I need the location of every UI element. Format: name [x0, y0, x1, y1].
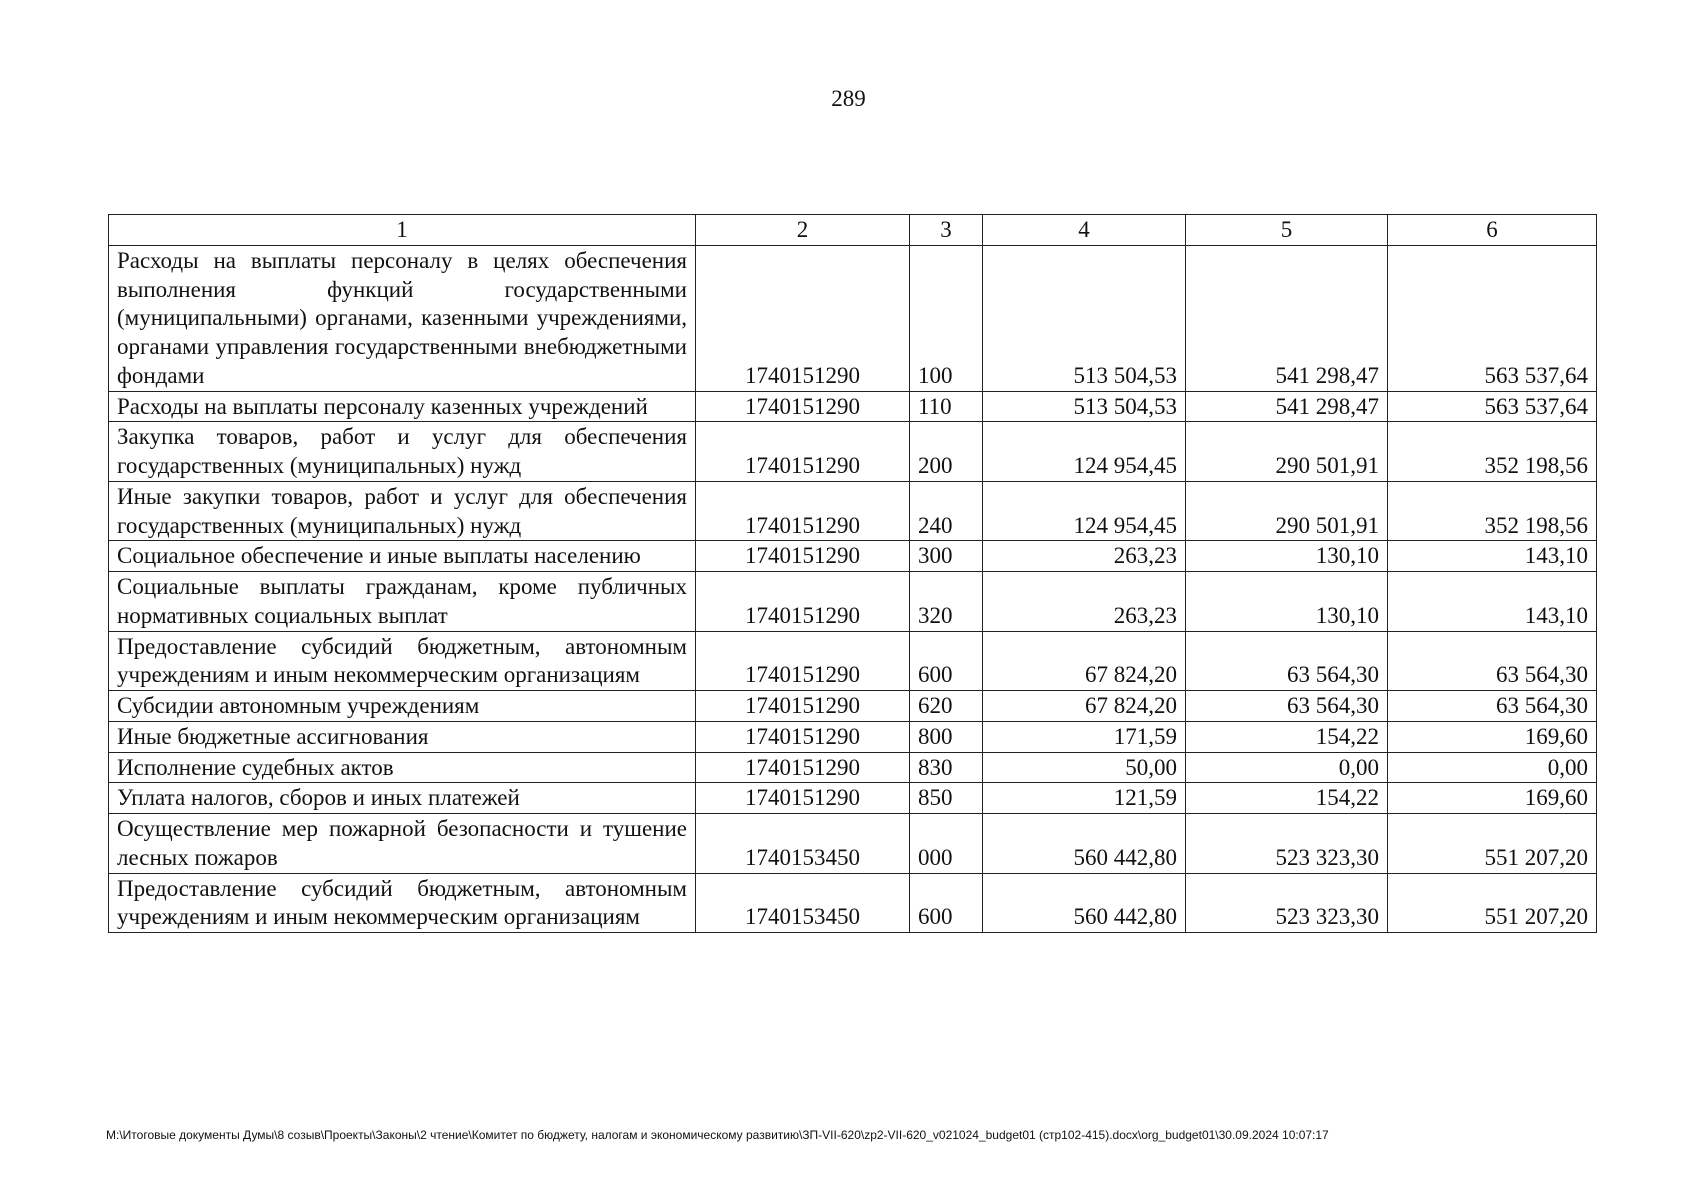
cell-code: 1740151290 — [696, 481, 910, 541]
cell-value-5: 154,22 — [1186, 721, 1388, 752]
cell-value-4: 513 504,53 — [983, 391, 1186, 422]
cell-code: 1740151290 — [696, 631, 910, 691]
cell-value-5: 290 501,91 — [1186, 422, 1388, 482]
cell-code: 1740151290 — [696, 572, 910, 632]
column-header: 4 — [983, 215, 1186, 246]
table-row — [109, 245, 1597, 391]
cell-value-6: 0,00 — [1388, 752, 1597, 783]
cell-code: 1740151290 — [696, 391, 910, 422]
cell-code: 1740151290 — [696, 541, 910, 572]
table-row — [109, 691, 1597, 722]
cell-value-4: 560 442,80 — [983, 814, 1186, 874]
cell-value-4: 124 954,45 — [983, 481, 1186, 541]
cell-value-5: 290 501,91 — [1186, 481, 1388, 541]
column-header: 1 — [109, 215, 696, 246]
cell-name: Социальные выплаты гражданам, кроме публичных нормативных социальных выплат — [109, 572, 696, 632]
column-header: 6 — [1388, 215, 1597, 246]
cell-value-4: 513 504,53 — [983, 245, 1186, 391]
table-row — [109, 481, 1597, 541]
cell-value-6: 63 564,30 — [1388, 691, 1597, 722]
cell-value-6: 563 537,64 — [1388, 391, 1597, 422]
cell-value-5: 154,22 — [1186, 783, 1388, 814]
cell-type: 620 — [910, 691, 983, 722]
cell-type: 300 — [910, 541, 983, 572]
cell-type: 320 — [910, 572, 983, 632]
table-row — [109, 391, 1597, 422]
cell-type: 800 — [910, 721, 983, 752]
cell-name: Иные закупки товаров, работ и услуг для обеспечения государственных (муниципальных) нужд — [109, 481, 696, 541]
cell-value-6: 551 207,20 — [1388, 873, 1597, 933]
cell-type: 600 — [910, 873, 983, 933]
cell-value-4: 121,59 — [983, 783, 1186, 814]
cell-value-5: 541 298,47 — [1186, 245, 1388, 391]
cell-value-5: 0,00 — [1186, 752, 1388, 783]
table-row — [109, 814, 1597, 874]
cell-code: 1740151290 — [696, 721, 910, 752]
cell-type: 000 — [910, 814, 983, 874]
cell-type: 110 — [910, 391, 983, 422]
cell-code: 1740151290 — [696, 752, 910, 783]
cell-code: 1740153450 — [696, 814, 910, 874]
cell-name: Уплата налогов, сборов и иных платежей — [109, 783, 696, 814]
cell-code: 1740151290 — [696, 245, 910, 391]
cell-type: 200 — [910, 422, 983, 482]
cell-code: 1740151290 — [696, 691, 910, 722]
cell-value-4: 67 824,20 — [983, 631, 1186, 691]
cell-value-4: 263,23 — [983, 541, 1186, 572]
footer-file-path: M:\Итоговые документы Думы\8 созыв\Проекты\Законы\2 чтение\Комитет по бюджету, налогам и экономическому развитию\ЗП-VII-620\zp2-VII-620_v021024_budget01 (стр102-415).docx\org_budget01\30.09.2024 10:07:17 — [106, 1128, 1329, 1142]
cell-value-5: 63 564,30 — [1186, 631, 1388, 691]
cell-type: 100 — [910, 245, 983, 391]
budget-table — [108, 214, 1597, 933]
cell-name: Расходы на выплаты персоналу казенных учреждений — [109, 391, 696, 422]
cell-value-4: 263,23 — [983, 572, 1186, 632]
column-header: 5 — [1186, 215, 1388, 246]
cell-value-4: 67 824,20 — [983, 691, 1186, 722]
cell-value-4: 171,59 — [983, 721, 1186, 752]
cell-name: Расходы на выплаты персоналу в целях обеспечения выполнения функций государственными (муниципальными) органами, казенными учреждениями, органами управления государственными внебюджетными фондами — [109, 245, 696, 391]
cell-type: 240 — [910, 481, 983, 541]
cell-type: 850 — [910, 783, 983, 814]
column-header: 3 — [910, 215, 983, 246]
table-row — [109, 422, 1597, 482]
cell-value-5: 130,10 — [1186, 541, 1388, 572]
cell-value-4: 50,00 — [983, 752, 1186, 783]
cell-name: Субсидии автономным учреждениям — [109, 691, 696, 722]
table-row — [109, 721, 1597, 752]
cell-value-6: 551 207,20 — [1388, 814, 1597, 874]
cell-value-6: 169,60 — [1388, 721, 1597, 752]
cell-value-5: 523 323,30 — [1186, 814, 1388, 874]
cell-name: Предоставление субсидий бюджетным, автономным учреждениям и иным некоммерческим организациям — [109, 873, 696, 933]
cell-value-6: 563 537,64 — [1388, 245, 1597, 391]
table-row — [109, 572, 1597, 632]
cell-code: 1740151290 — [696, 783, 910, 814]
cell-value-6: 352 198,56 — [1388, 422, 1597, 482]
table-row — [109, 631, 1597, 691]
cell-name: Иные бюджетные ассигнования — [109, 721, 696, 752]
cell-code: 1740153450 — [696, 873, 910, 933]
cell-value-5: 130,10 — [1186, 572, 1388, 632]
cell-type: 600 — [910, 631, 983, 691]
cell-value-6: 63 564,30 — [1388, 631, 1597, 691]
cell-name: Предоставление субсидий бюджетным, автономным учреждениям и иным некоммерческим организациям — [109, 631, 696, 691]
cell-value-6: 143,10 — [1388, 541, 1597, 572]
table-row — [109, 541, 1597, 572]
cell-value-5: 523 323,30 — [1186, 873, 1388, 933]
cell-name: Закупка товаров, работ и услуг для обеспечения государственных (муниципальных) нужд — [109, 422, 696, 482]
table-row — [109, 752, 1597, 783]
cell-value-4: 560 442,80 — [983, 873, 1186, 933]
cell-value-4: 124 954,45 — [983, 422, 1186, 482]
cell-value-5: 541 298,47 — [1186, 391, 1388, 422]
cell-type: 830 — [910, 752, 983, 783]
cell-name: Социальное обеспечение и иные выплаты населению — [109, 541, 696, 572]
cell-value-6: 143,10 — [1388, 572, 1597, 632]
cell-value-6: 352 198,56 — [1388, 481, 1597, 541]
column-header: 2 — [696, 215, 910, 246]
cell-code: 1740151290 — [696, 422, 910, 482]
cell-name: Исполнение судебных актов — [109, 752, 696, 783]
page-number: 289 — [831, 86, 866, 111]
table-row — [109, 873, 1597, 933]
table-row — [109, 783, 1597, 814]
table-header-row — [109, 215, 1597, 246]
cell-value-6: 169,60 — [1388, 783, 1597, 814]
cell-value-5: 63 564,30 — [1186, 691, 1388, 722]
cell-name: Осуществление мер пожарной безопасности и тушение лесных пожаров — [109, 814, 696, 874]
